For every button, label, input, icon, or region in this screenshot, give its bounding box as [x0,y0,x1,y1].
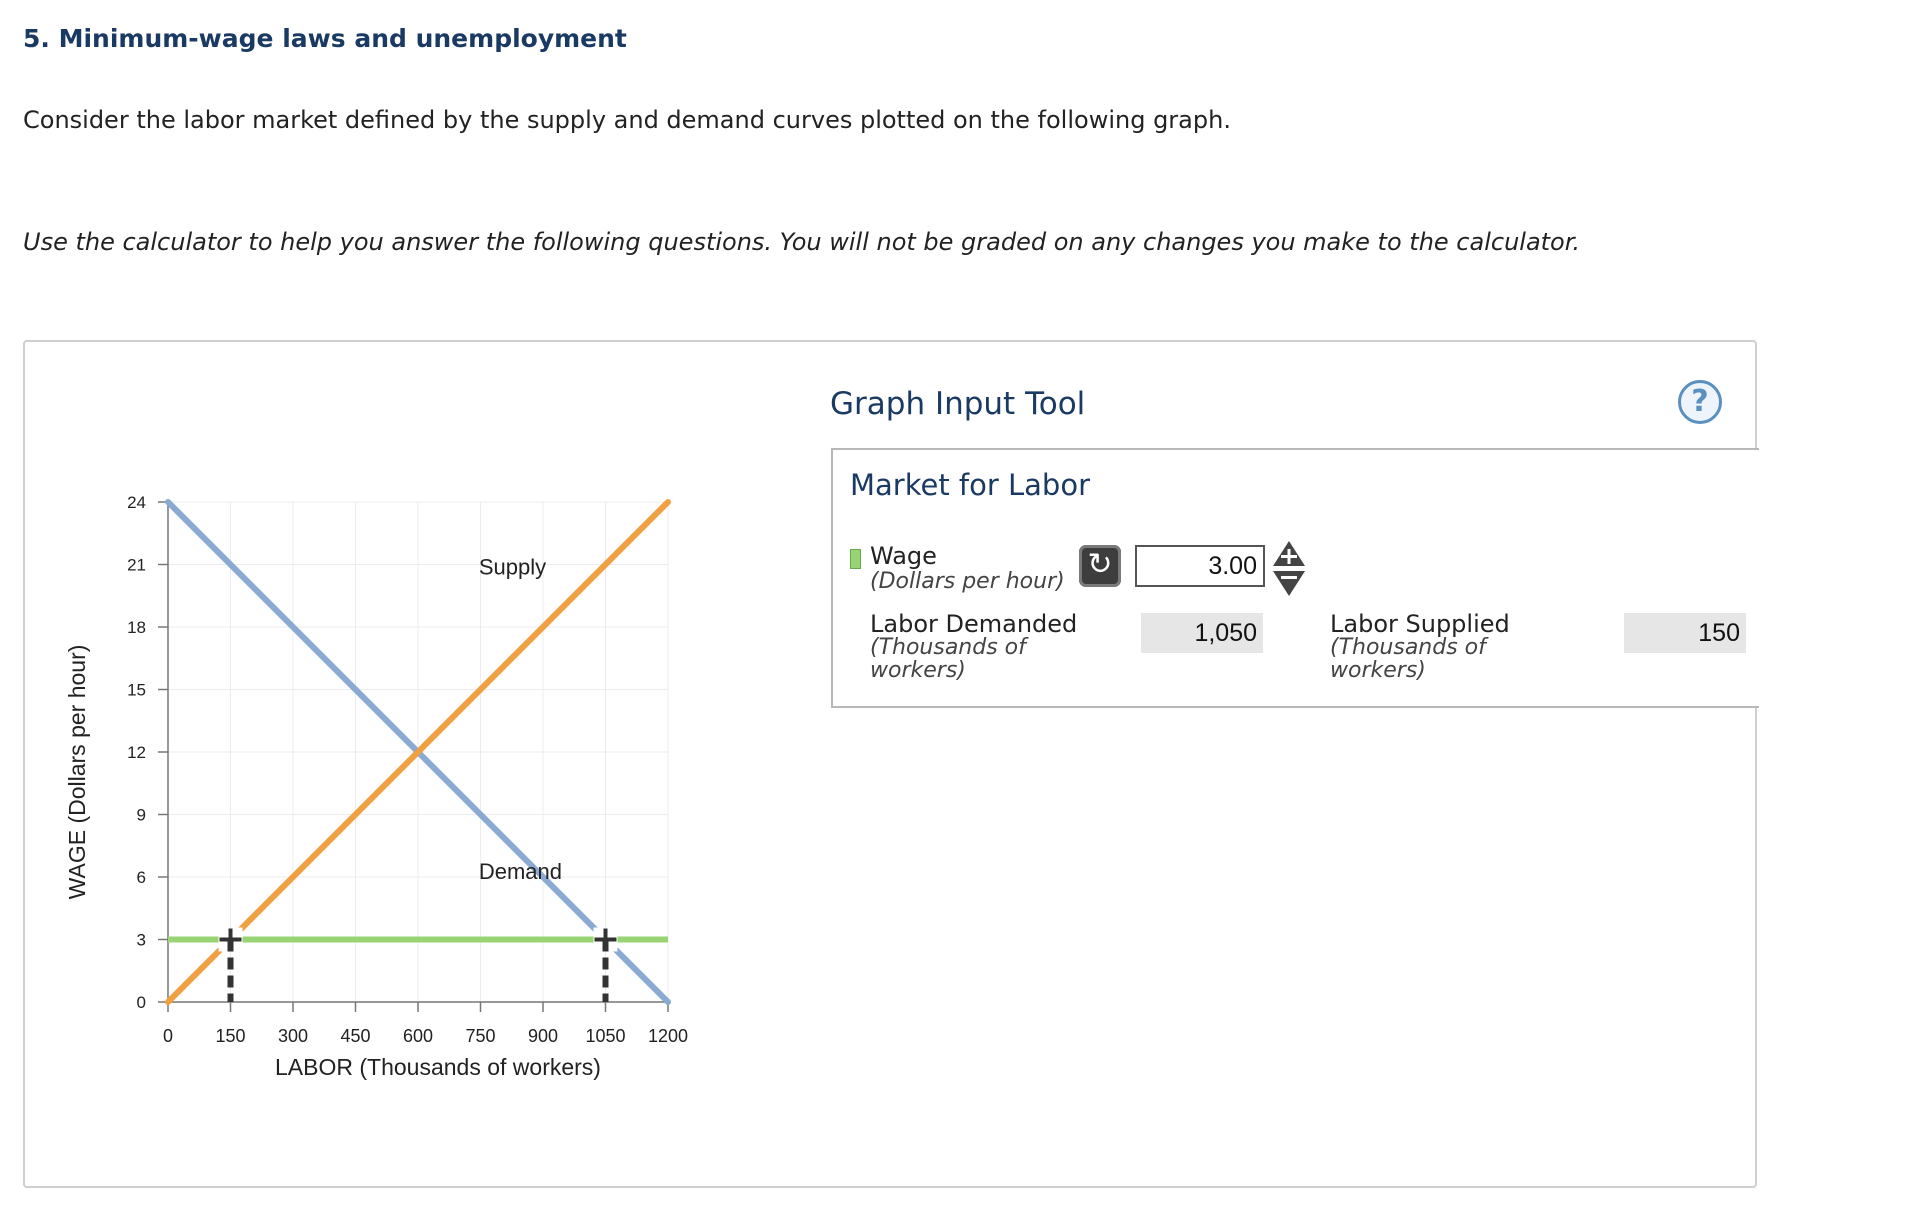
market-for-labor-box [831,448,1759,708]
wage-input[interactable] [1135,545,1265,587]
x-tick-label: 0 [162,1026,174,1046]
question-instructions: Use the calculator to help you answer the following questions. You will not be graded on any changes you make to the calculator. [23,228,1581,256]
x-tick-label: 900 [527,1026,559,1046]
x-tick-label: 150 [215,1026,246,1046]
market-title: Market for Labor [850,468,1091,502]
x-tick-label: 750 [465,1026,496,1046]
x-tick-label: 1050 [585,1026,626,1046]
question-title: 5. Minimum-wage laws and unemployment [23,24,627,53]
demand-curve-label: Demand [478,858,562,884]
x-tick-label: 300 [277,1026,309,1046]
y-tick-label: 15 [127,680,146,700]
labor-supplied-unit: (Thousands of workers) [1330,635,1486,683]
labor-supplied-value: 150 [1624,613,1746,653]
wage-color-swatch [850,549,861,569]
help-icon[interactable]: ? [1678,380,1722,424]
labor-market-chart[interactable] [25,342,815,1190]
x-axis-title: LABOR (Thousands of workers) [275,1054,601,1080]
wage-unit: (Dollars per hour) [870,569,1065,594]
x-tick-label: 450 [340,1026,371,1046]
labor-demanded-label: Labor Demanded [870,610,1078,638]
labor-demanded-unit: (Thousands of workers) [870,635,1026,683]
y-tick-label: 0 [136,993,146,1012]
question-intro: Consider the labor market defined by the supply and demand curves plotted on the following graph. [23,106,1231,134]
y-tick-label: 24 [127,493,146,512]
y-tick-label: 18 [127,618,146,637]
y-axis-title: WAGE (Dollars per hour) [64,644,90,900]
wage-label: Wage [870,542,937,570]
calculator-panel [23,340,1757,1188]
wage-stepper[interactable] [1270,538,1308,600]
labor-demanded-value: 1,050 [1141,613,1263,653]
refresh-icon[interactable]: ↻ [1079,545,1121,587]
y-tick-label: 3 [136,930,146,950]
x-tick-label: 1200 [647,1026,689,1046]
y-tick-label: 21 [127,555,146,575]
y-tick-label: 9 [136,805,146,825]
increment-icon[interactable] [1273,541,1305,566]
x-tick-label: 600 [402,1026,434,1046]
decrement-icon[interactable] [1273,571,1305,596]
supply-curve-label: Supply [478,554,547,580]
graph-input-tool-title: Graph Input Tool [830,386,1086,422]
y-tick-label: 6 [136,868,146,887]
y-tick-label: 12 [127,743,146,762]
labor-supplied-label: Labor Supplied [1330,610,1510,638]
